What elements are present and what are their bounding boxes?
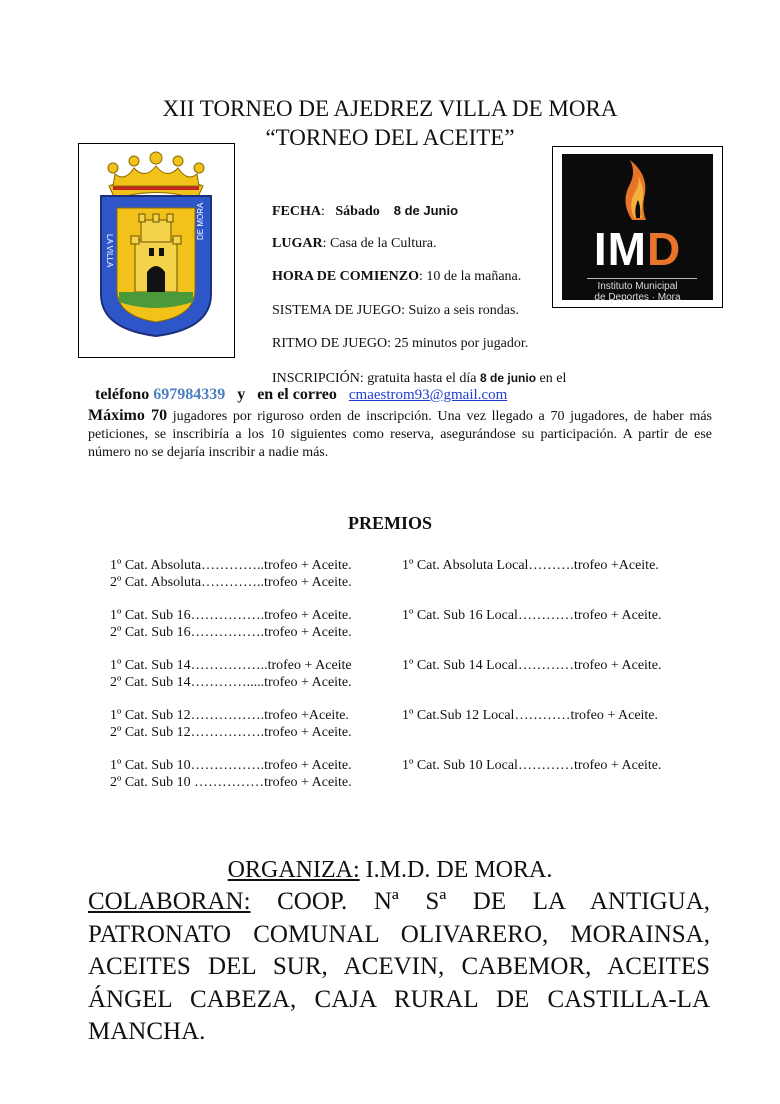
svg-text:LA VILLA: LA VILLA [105,234,114,268]
fecha-day: Sábado [335,204,380,219]
colaboran-label: COLABORAN: [88,888,251,915]
imd-logo [562,154,713,303]
imd-logo-frame [552,146,723,308]
capacity-text: jugadores por riguroso orden de inscripción. Una vez llegado a 70 jugadores, de haber más peticiones, se inscribiría a los 10 siguientes como reserva, asegurándose su participación. A partir de ese número no se dejaría inscribir a nadie más. [88,409,713,460]
prize-left-1: 1º Cat. Absoluta…………..trofeo + Aceite. [110,558,352,573]
hora-label: HORA DE COMIENZO [272,269,420,284]
flame-icon [562,154,713,234]
prize-right-5: 1º Cat. Sub 10 Local…………trofeo + Aceite. [402,758,662,773]
info-ritmo: RITMO DE JUEGO: 25 minutos por jugador. [272,336,529,351]
colaboran-value: COOP. Nª Sª DE LA ANTIGUA, PATRONATO COMUNAL OLIVARERO, MORAINSA, ACEITES DEL SUR, ACEVIN, CABEMOR, ACEITES ÁNGEL CABEZA, CAJA RURAL DE CASTILLA-LA MANCHA. [88,888,710,1045]
organiza-value: I.M.D. DE MORA. [365,857,553,883]
info-lugar: LUGAR: Casa de la Cultura. [272,236,437,251]
title-line-2: “TORNEO DEL ACEITE” [265,125,515,150]
prize-right-1: 1º Cat. Absoluta Local……….trofeo +Aceite. [402,558,659,573]
prize-left-9: 1º Cat. Sub 10…………….trofeo + Aceite. [110,758,352,773]
info-sistema: SISTEMA DE JUEGO: Suizo a seis rondas. [272,303,519,318]
svg-text:DE MORA: DE MORA [196,202,205,240]
premios-heading: PREMIOS [347,513,432,533]
prize-left-4: 2º Cat. Sub 16…………….trofeo + Aceite. [110,625,352,640]
prize-right-2: 1º Cat. Sub 16 Local…………trofeo + Aceite. [402,608,662,623]
prize-left-8: 2º Cat. Sub 12…………….trofeo + Aceite. [110,725,352,740]
title-line-1: XII TORNEO DE AJEDREZ VILLA DE MORA [162,96,618,121]
phone-number[interactable]: 697984339 [153,386,226,403]
prize-left-7: 1º Cat. Sub 12…………….trofeo +Aceite. [110,708,349,723]
organiza-label: ORGANIZA: [227,857,360,883]
contact-line [95,386,507,404]
imd-subtitle-line-2: de Deportes · Mora [594,292,681,303]
prize-left-3: 1º Cat. Sub 16…………….trofeo + Aceite. [110,608,352,623]
email-link[interactable]: cmaestrom93@gmail.com [348,387,508,403]
inscripcion-date: 8 de junio [480,371,537,385]
town-crest-icon [79,144,234,357]
hora-value: 10 de la mañana. [426,269,522,284]
capacity-lead: Máximo 70 [88,407,168,424]
email-label: en el correo [257,386,337,403]
contact-y: y [237,386,246,403]
organiza-line [0,857,780,884]
info-fecha: FECHA: Sábado 8 de Junio [272,203,459,219]
prize-right-4: 1º Cat.Sub 12 Local…………trofeo + Aceite. [402,708,659,723]
prize-left-6: 2º Cat. Sub 14………….....trofeo + Aceite. [110,675,352,690]
prize-left-5: 1º Cat. Sub 14……………..trofeo + Aceite [110,658,352,673]
imd-divider [587,278,697,279]
info-hora: HORA DE COMIENZO: 10 de la mañana. [272,269,522,284]
crest-frame [78,143,235,358]
lugar-label: LUGAR [272,236,323,251]
imd-letters: IMD [593,223,682,275]
colaboran-paragraph [88,886,710,1049]
lugar-value: Casa de la Cultura. [329,236,437,251]
prize-right-3: 1º Cat. Sub 14 Local…………trofeo + Aceite. [402,658,662,673]
prize-left-10: 2º Cat. Sub 10 ……………trofeo + Aceite. [110,775,352,790]
inscripcion-tail: en el [539,371,567,386]
prize-left-2: 2º Cat. Absoluta…………..trofeo + Aceite. [110,575,352,590]
capacity-paragraph [88,407,712,462]
inscripcion-text: INSCRIPCIÓN: gratuita hasta el día [272,371,477,386]
phone-label: teléfono [95,386,150,403]
imd-subtitle-line-1: Instituto Municipal [597,281,678,292]
fecha-label: FECHA [272,204,321,219]
fecha-date: 8 de Junio [393,203,459,218]
